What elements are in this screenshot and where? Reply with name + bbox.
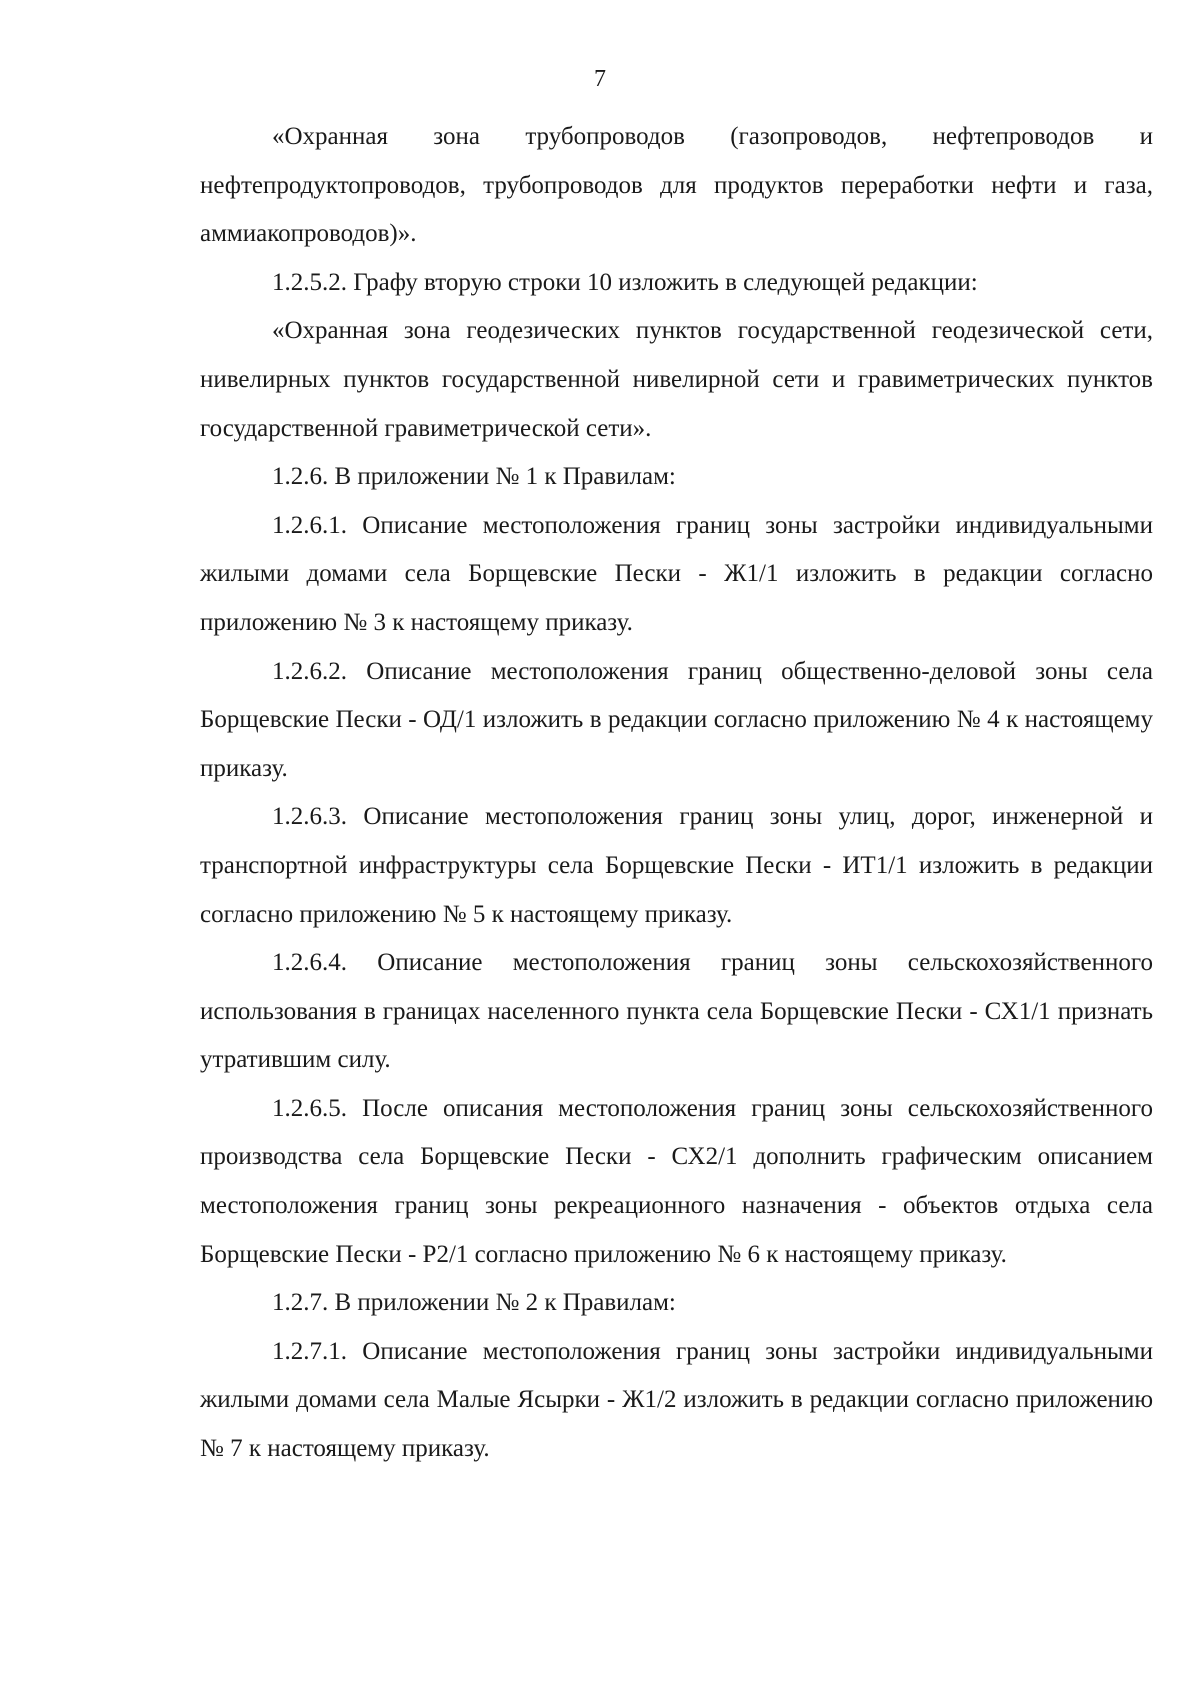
paragraph-geodetic-zone: «Охранная зона геодезических пунктов государственной геодезической сети, нивелирных пунктов государственной нивелирной сети и гравиметрических пунктов государственной гравиметрической сети». [200, 317, 1153, 442]
paragraph-1-2-5-2: 1.2.5.2. Графу вторую строки 10 изложить в следующей редакции: [272, 268, 978, 296]
paragraph-1-2-6-1: 1.2.6.1. Описание местоположения границ зоны застройки индивидуальными жилыми домами села Борщевские Пески - Ж1/1 изложить в редакции согласно приложению № 3 к настоящему приказу. [200, 511, 1153, 636]
paragraph-1-2-6-5: 1.2.6.5. После описания местоположения границ зоны сельскохозяйственного производства села Борщевские Пески - СХ2/1 дополнить графическим описанием местоположения границ зоны рекреационного назначения - объектов отдыха села Борщевские Пески - Р2/1 согласно приложению № 6 к настоящему приказу. [200, 1094, 1153, 1268]
paragraph-pipeline-zone: «Охранная зона трубопроводов (газопроводов, нефтепроводов и нефтепродуктопроводов, трубопроводов для продуктов переработки нефти и газа, аммиакопроводов)». [200, 123, 1153, 248]
paragraph-1-2-6-3: 1.2.6.3. Описание местоположения границ зоны улиц, дорог, инженерной и транспортной инфраструктуры села Борщевские Пески - ИТ1/1 изложить в редакции согласно приложению № 5 к настоящему приказу. [200, 803, 1153, 928]
page-number: 7 [594, 66, 606, 92]
document-body [200, 113, 1153, 1474]
paragraph-1-2-6-2: 1.2.6.2. Описание местоположения границ общественно-деловой зоны села Борщевские Пески - ОД/1 изложить в редакции согласно приложению № 4 к настоящему приказу. [200, 657, 1153, 782]
paragraph-1-2-6: 1.2.6. В приложении № 1 к Правилам: [272, 463, 676, 491]
paragraph-1-2-6-4: 1.2.6.4. Описание местоположения границ зоны сельскохозяйственного использования в границах населенного пункта села Борщевские Пески - СХ1/1 признать утратившим силу. [200, 949, 1153, 1074]
paragraph-1-2-7: 1.2.7. В приложении № 2 к Правилам: [272, 1289, 676, 1317]
paragraph-1-2-7-1: 1.2.7.1. Описание местоположения границ зоны застройки индивидуальными жилыми домами села Малые Ясырки - Ж1/2 изложить в редакции согласно приложению № 7 к настоящему приказу. [200, 1337, 1153, 1463]
